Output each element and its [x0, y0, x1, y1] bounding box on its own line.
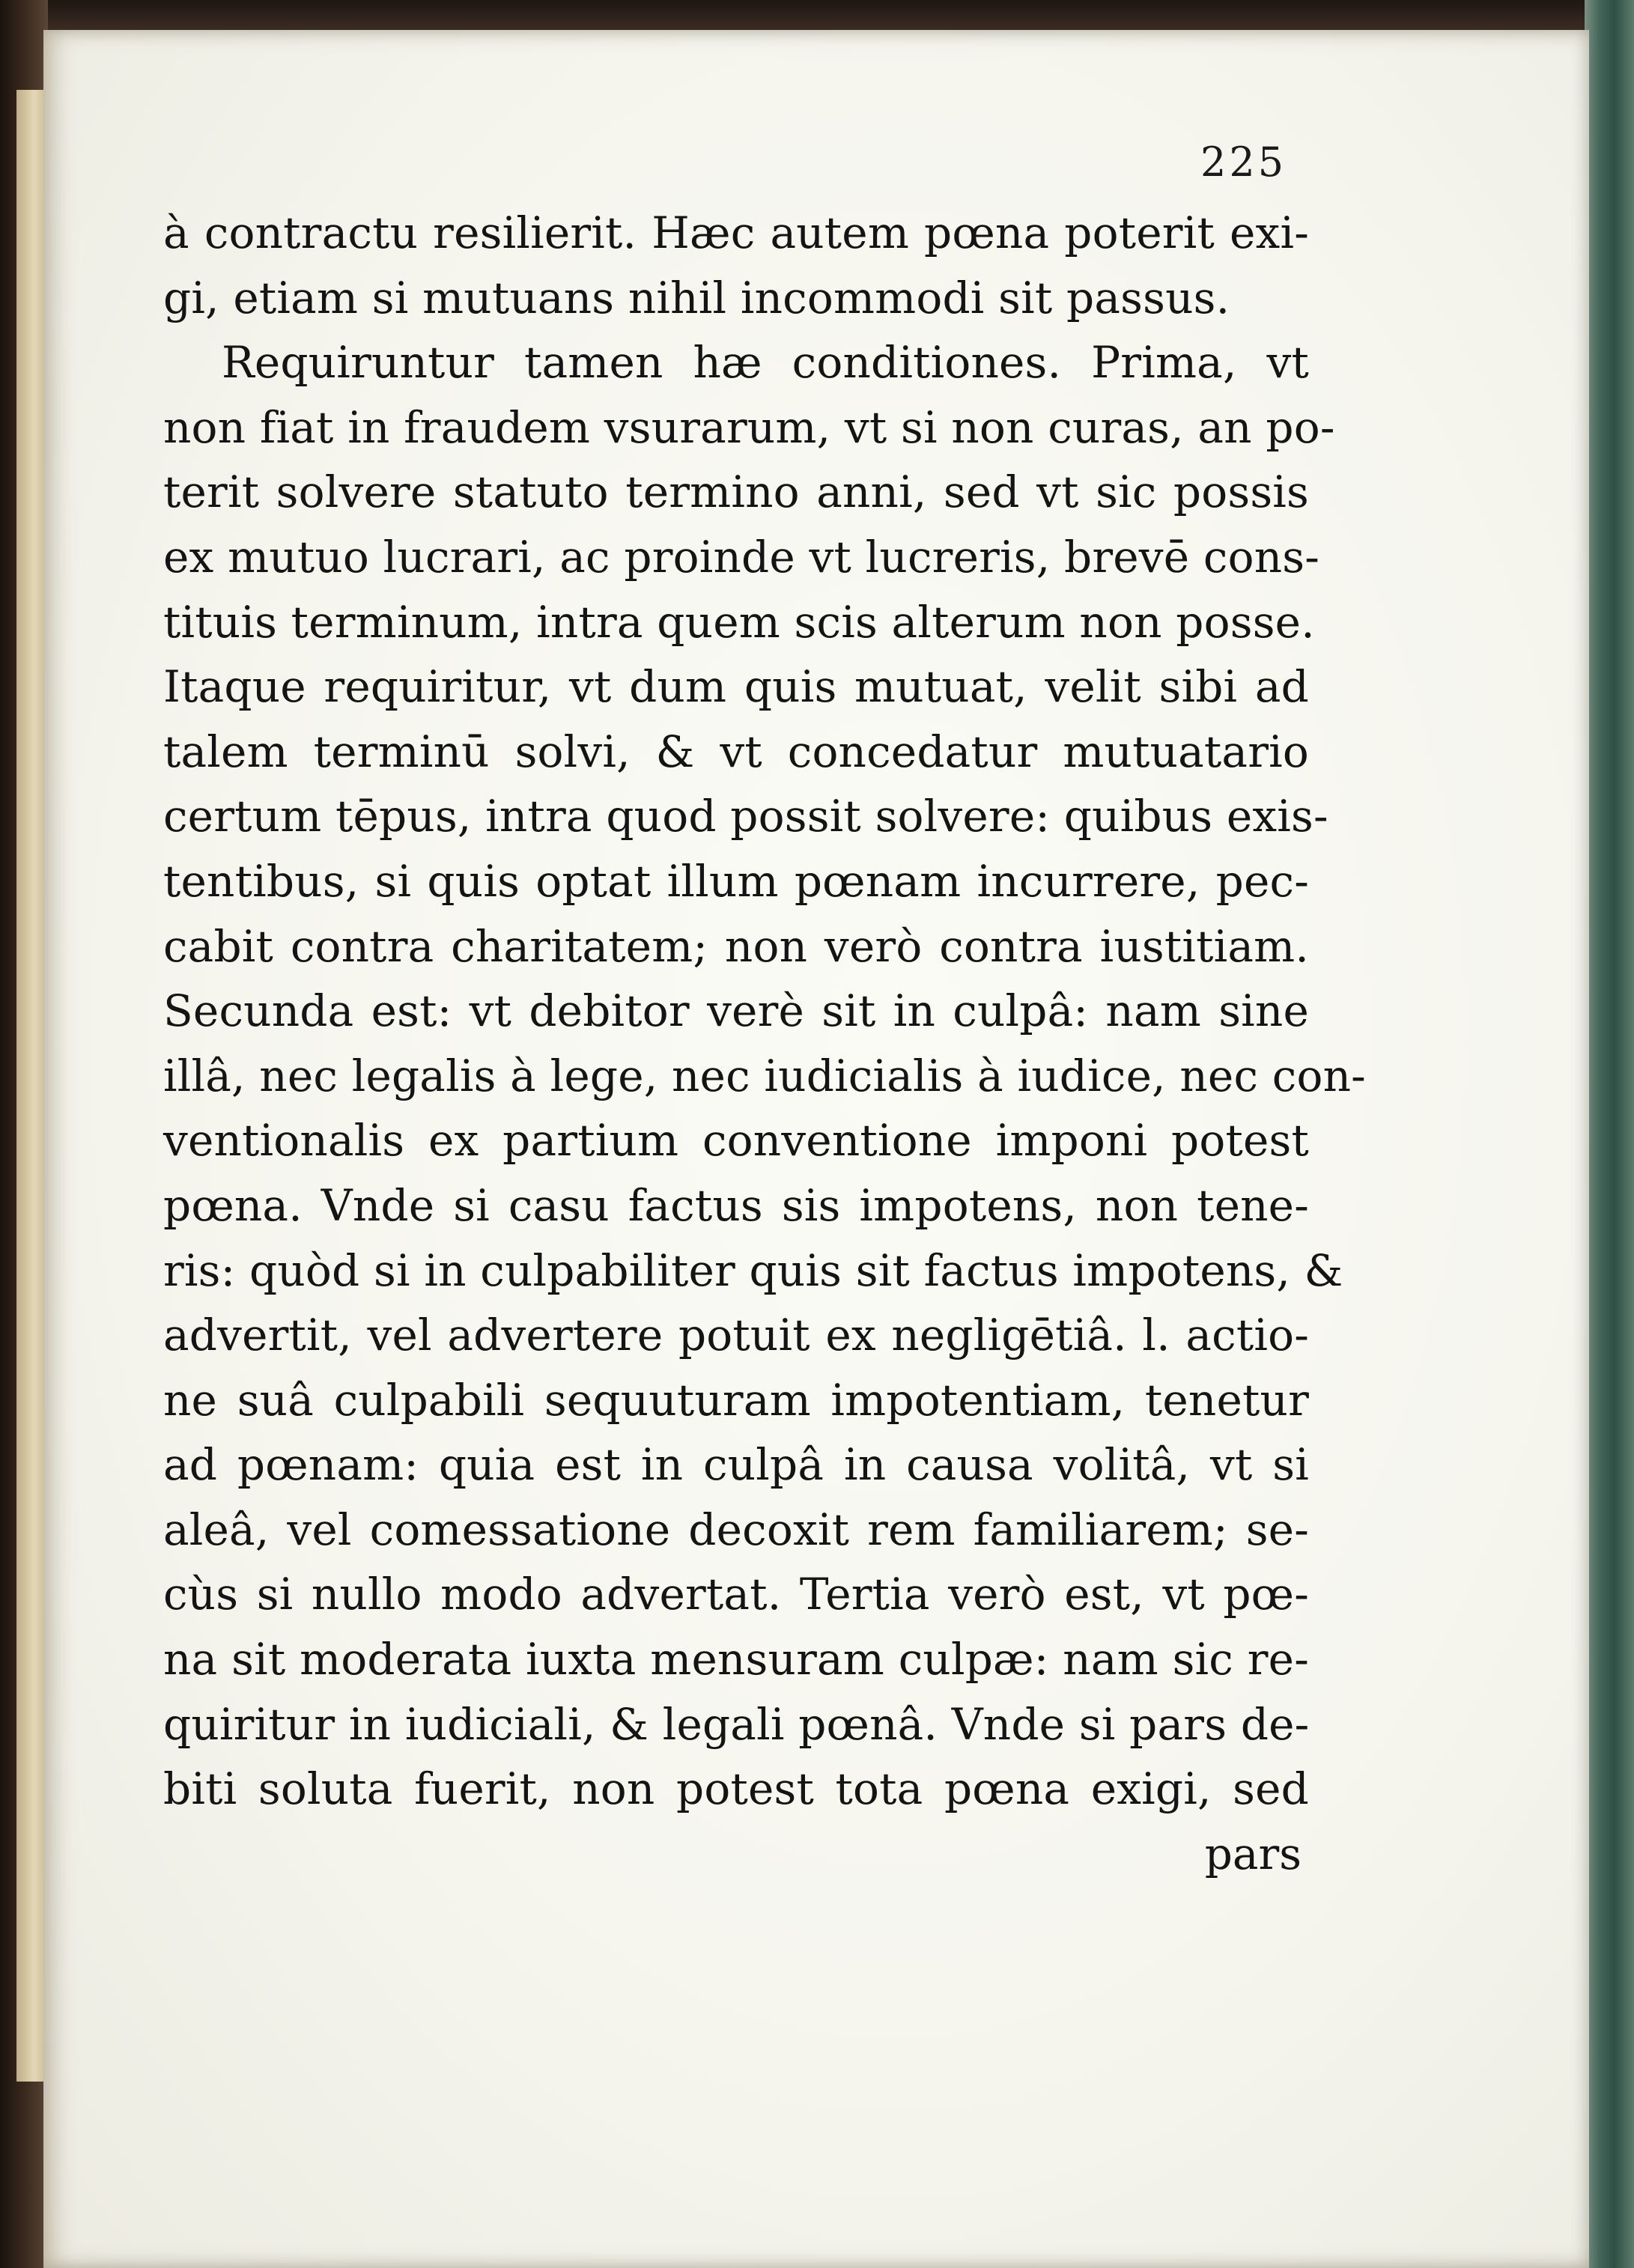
text-line: tituis terminum, intra quem scis alterum non posse. [163, 596, 1315, 648]
text-line: ad pœnam: quia est in culpâ in causa volitâ, vt si [163, 1439, 1309, 1491]
text-line: cùs si nullo modo advertat. Tertia verò est, vt pœ- [163, 1569, 1309, 1620]
text-line: Requiruntur tamen hæ conditiones. Prima, vt [222, 337, 1309, 389]
folio-number: 225 [1200, 139, 1287, 186]
book-backdrop [0, 0, 1634, 30]
text-line: aleâ, vel comessatione decoxit rem familiarem; se- [163, 1504, 1309, 1555]
text-line: Itaque requiritur, vt dum quis mutuat, velit sibi ad [163, 661, 1309, 713]
text-line: à contractu resilierit. Hæc autem pœna poterit exi- [163, 207, 1309, 258]
text-line: ventionalis ex partium conventione imponi potest [163, 1115, 1309, 1167]
text-line: na sit moderata iuxta mensuram culpæ: nam sic re- [163, 1634, 1309, 1685]
text-line: ex mutuo lucrari, ac proinde vt lucreris, brevē cons- [163, 531, 1320, 583]
text-line: illâ, nec legalis à lege, nec iudicialis à iudice, nec con- [163, 1050, 1366, 1101]
text-line: quiritur in iudiciali, & legali pœnâ. Vnde si pars de- [163, 1698, 1310, 1750]
text-line: biti soluta fuerit, non potest tota pœna exigi, sed [163, 1763, 1309, 1815]
text-line: cabit contra charitatem; non verò contra iustitiam. [163, 920, 1309, 972]
page-block-edge [1585, 0, 1634, 2268]
text-line: tentibus, si quis optat illum pœnam incurrere, pec- [163, 855, 1309, 907]
book-page [43, 30, 1589, 2268]
text-line: certum tēpus, intra quod possit solvere: quibus exis- [163, 791, 1328, 842]
text-block [163, 201, 1366, 1886]
text-line: terit solvere statuto termino anni, sed vt sic possis [163, 466, 1309, 518]
text-line: ris: quòd si in culpabiliter quis sit factus impotens, & [163, 1244, 1343, 1296]
text-line: gi, etiam si mutuans nihil incommodi sit passus. [163, 272, 1230, 323]
text-line: non fiat in fraudem vsurarum, vt si non curas, an po- [163, 401, 1335, 453]
text-line: ne suâ culpabili sequuturam impotentiam, tenetur [163, 1374, 1309, 1426]
previous-page-edge [16, 90, 46, 2082]
catchword: pars [1204, 1828, 1302, 1879]
text-line: advertit, vel advertere potuit ex negligētiâ. l. actio- [163, 1310, 1309, 1361]
text-line: talem terminū solvi, & vt concedatur mutuatario [163, 726, 1309, 777]
text-line: pœna. Vnde si casu factus sis impotens, non tene- [163, 1179, 1309, 1231]
text-line: Secunda est: vt debitor verè sit in culpâ: nam sine [163, 985, 1309, 1037]
